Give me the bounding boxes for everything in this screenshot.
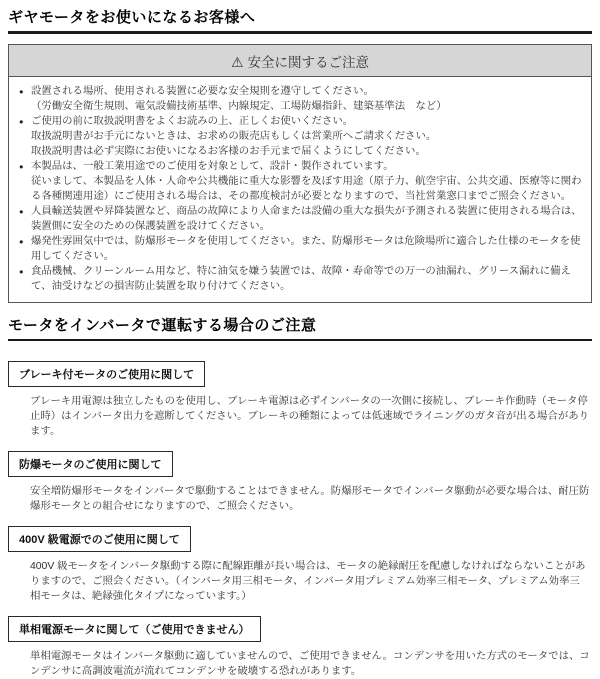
inverter-section-title: モータをインバータで運転する場合のご注意 (8, 316, 317, 334)
safety-bullet-text: 本製品は、一般工業用途でのご使用を対象として、設計・製作されています。 従いまして、本製品を人体・人命や公共機能に重大な影響を及ぼす用途（原子力、航空宇宙、公共交通、医療等に関わる各種関連用途）にご使用される場合は、その都度検討が必要となりますので、当社営業窓口までご照会ください。 (31, 160, 582, 202)
section-body-single-phase-motor: 単相電源モータはインバータ駆動に適していませんので、ご使用できません。コンデンサを用いた方式のモータでは、コンデンサに高調波電流が流れてコンデンサを破壊する恐れがあります。 (30, 651, 590, 677)
section-body-brake-motor: ブレーキ用電源は独立したものを使用し、ブレーキ電源は必ずインバータの一次側に接続し、ブレーキ作動時（モータ停止時）はインバータ出力を遮断してください。ブレーキの種類によっては低速域でライニングのガタ音が出る場合があります。 (30, 396, 590, 437)
warning-triangle-icon: ⚠ (230, 53, 244, 70)
safety-bullet-text: 人員輸送装置や昇降装置など、商品の故障により人命または設備の重大な損失が予測される装置に使用される場合は、装置側に安全のための保護装置を設けてください。 (31, 205, 582, 232)
safety-bullet-item (19, 204, 583, 234)
section-body-explosionproof-motor: 安全増防爆形モータをインバータで駆動することはできません。防爆形モータでインバータ駆動が必要な場合は、耐圧防爆形モータとの組合せになりますので、ご照会ください。 (30, 486, 590, 512)
bullet-icon: ● (19, 161, 24, 171)
page-title: ギヤモータをお使いになるお客様へ (8, 9, 256, 26)
safety-bullet-text: ご使用の前に取扱説明書をよくお読みの上、正しくお使いください。 取扱説明書がお手元にないときは、お求めの販売店もしくは営業所へご請求ください。 取扱説明書は必ず実際にお使いになるお客様のお手元まで届くようにしてください。 (31, 115, 437, 157)
section-heading-single-phase-motor: 単相電源モータに関して（ご使用できません） (8, 616, 261, 642)
bullet-icon: ● (19, 116, 24, 126)
safety-notice-header (9, 45, 591, 77)
safety-bullet-item (19, 114, 583, 159)
bullet-icon: ● (19, 206, 24, 216)
safety-bullet-item (19, 84, 583, 114)
section-400v-power (8, 516, 592, 604)
section-explosionproof-motor (8, 441, 592, 514)
safety-bullet-text: 食品機械、クリーンルーム用など、特に油気を嫌う装置では、故障・寿命等での万一の油漏れ、グリース漏れに備えて、油受けなどの損害防止装置を取り付けてください。 (31, 265, 571, 292)
section-single-phase-motor (8, 606, 592, 679)
section-heading-explosionproof-motor: 防爆モータのご使用に関して (8, 451, 173, 477)
title-rule (8, 31, 592, 34)
safety-notice-box (8, 44, 592, 303)
inverter-title-rule (8, 339, 592, 342)
safety-bullet-item (19, 264, 583, 294)
bullet-icon: ● (19, 86, 24, 96)
section-brake-motor (8, 351, 592, 439)
safety-bullet-item (19, 234, 583, 264)
section-heading-400v-power: 400V 級電源でのご使用に関して (8, 526, 191, 552)
bullet-icon: ● (19, 266, 24, 276)
safety-bullet-text: 爆発性雰囲気中では、防爆形モータを使用してください。また、防爆形モータは危険場所に適合した仕様のモータを使用してください。 (31, 235, 581, 262)
safety-bullet-text: 設置される場所、使用される装置に必要な安全規則を遵守してください。 （労働安全衛生規則、電気設備技術基準、内線規定、工場防爆指針、建築基準法 など） (31, 85, 447, 112)
safety-bullet-item (19, 159, 583, 204)
section-body-400v-power: 400V 級モータをインバータ駆動する際に配線距離が長い場合は、モータの絶縁耐圧を配慮しなければならないことがありますので、ご照会ください。（インバータ用三相モータ、インバータ用プレミアム効率三相モータ、プレミアム効率三相モータは、絶縁強化タイプになっています。） (30, 561, 586, 602)
section-heading-brake-motor: ブレーキ付モータのご使用に関して (8, 361, 205, 387)
bullet-icon: ● (19, 236, 24, 246)
safety-bullet-list (9, 77, 591, 302)
safety-notice-title: 安全に関するご注意 (247, 54, 370, 70)
